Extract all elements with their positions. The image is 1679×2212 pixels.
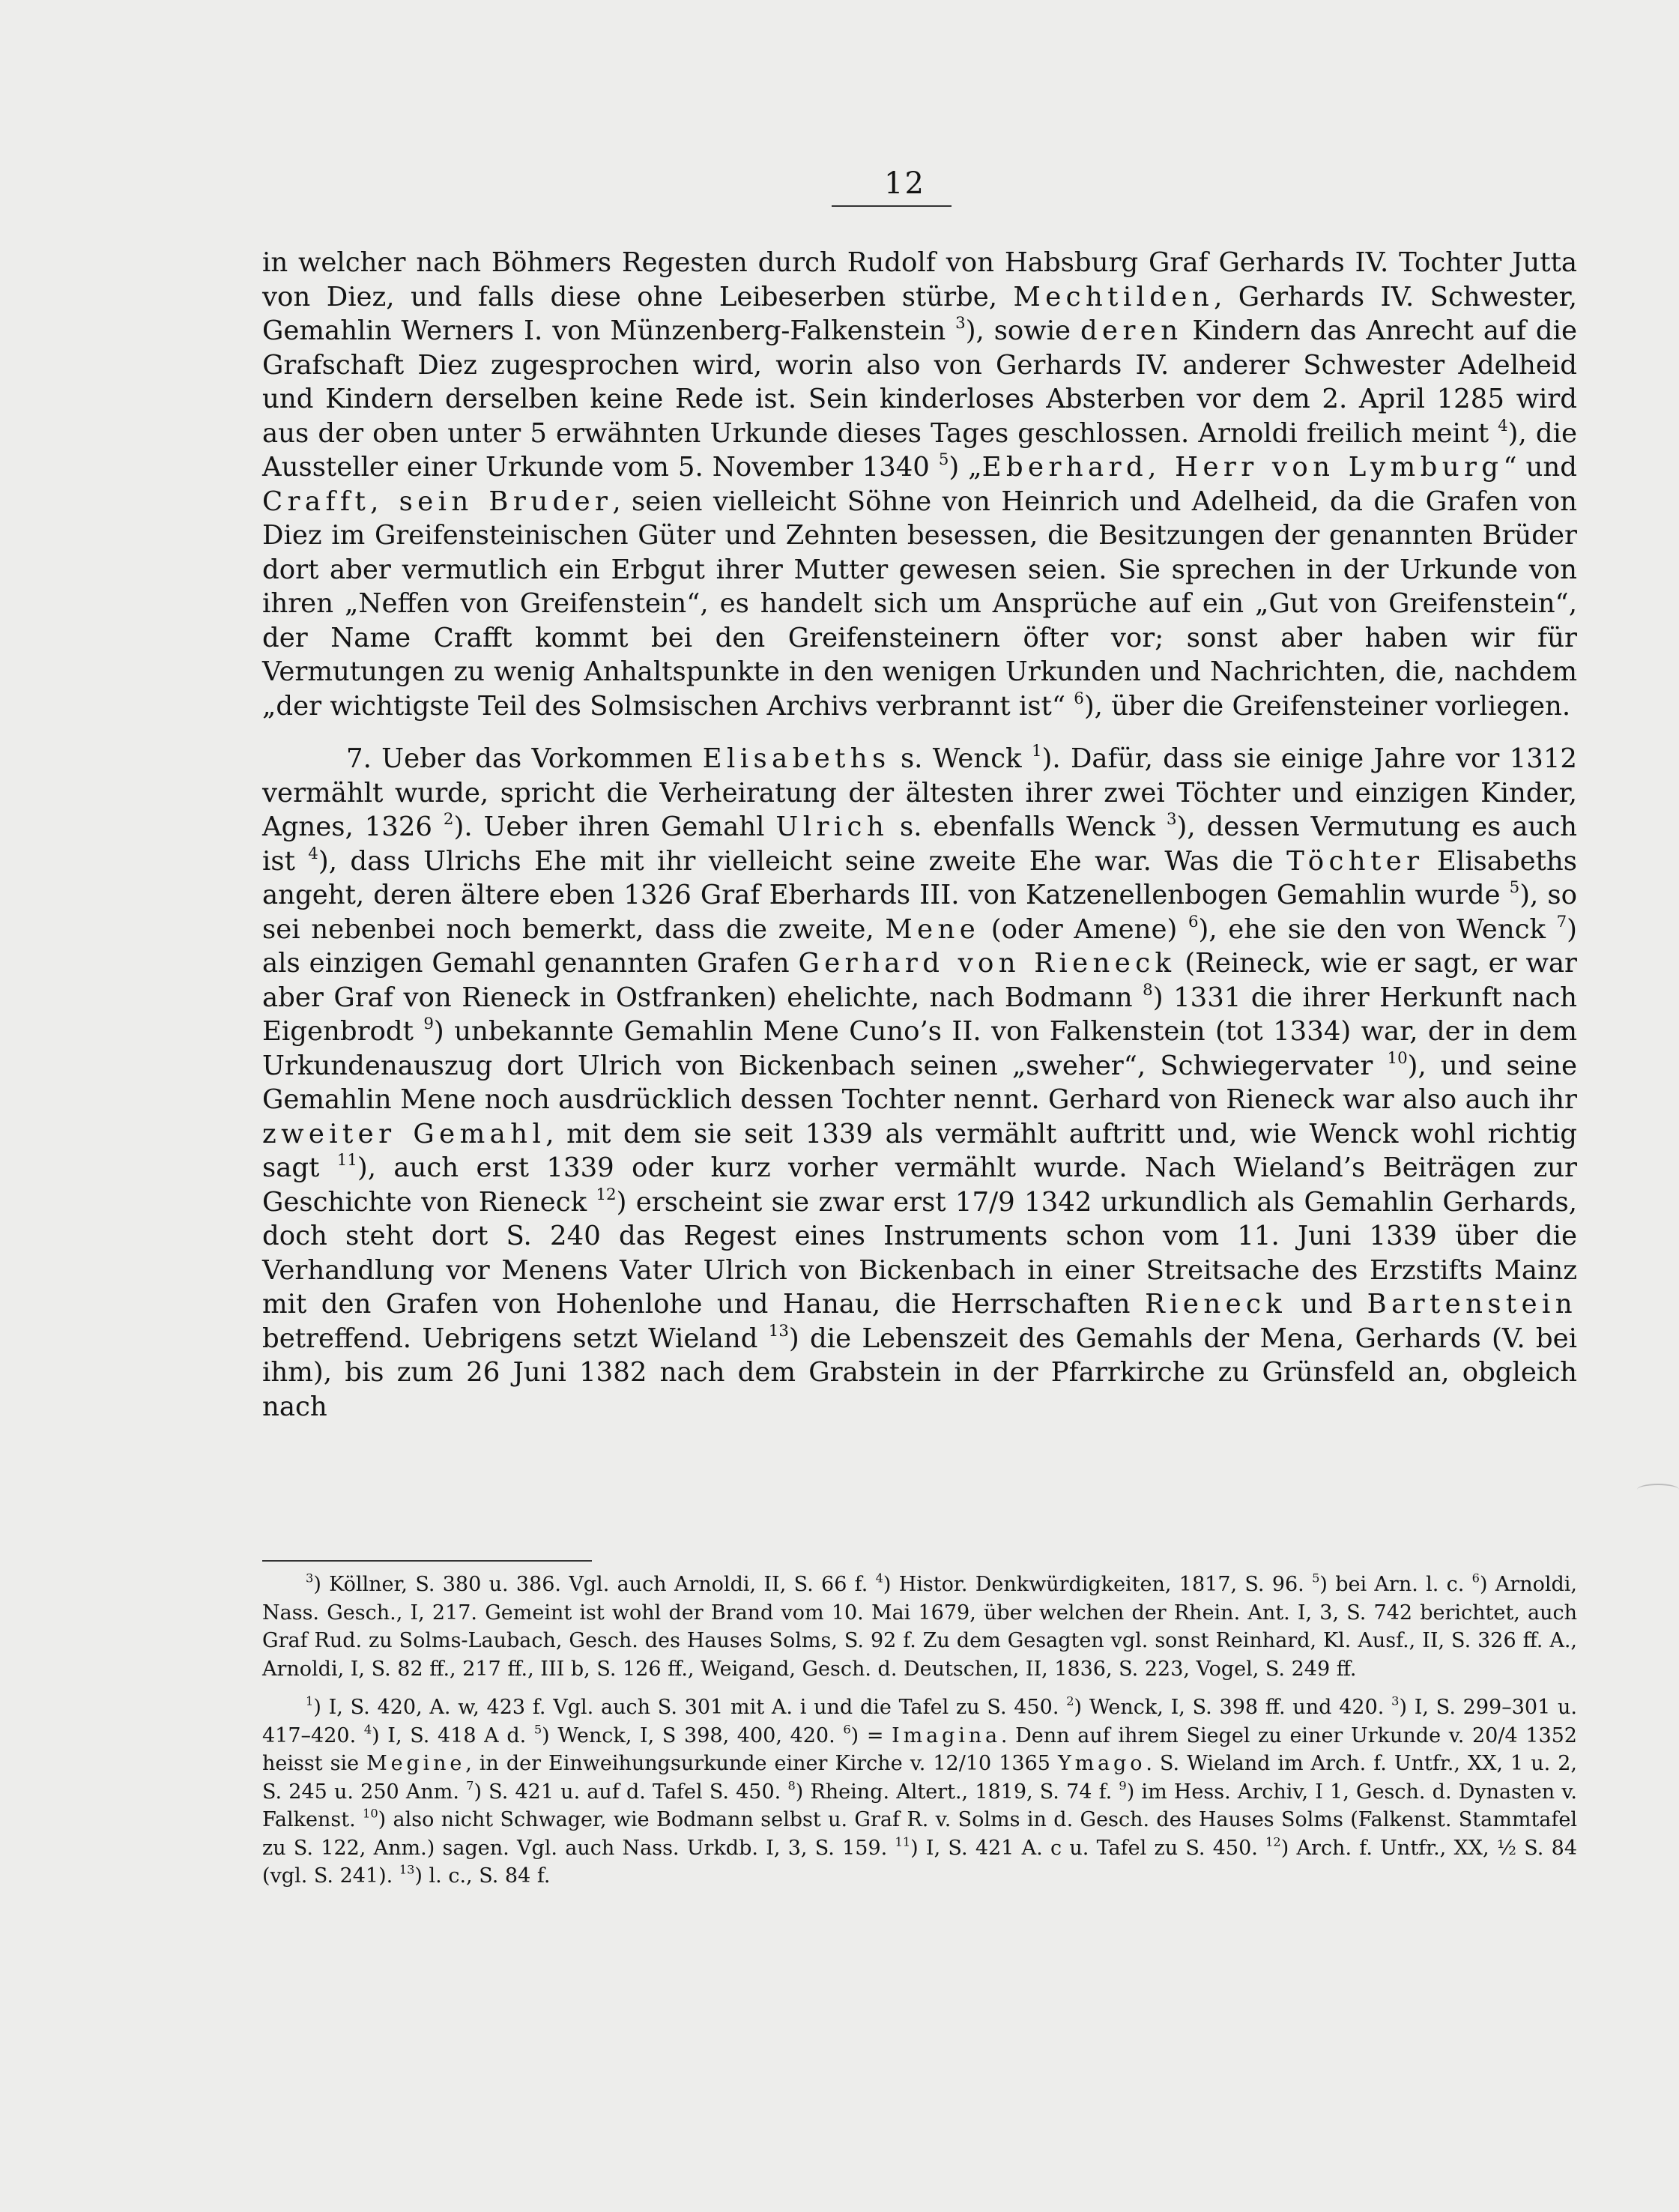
footnote-number: 1 [306,1693,314,1708]
footnote-number: 11 [895,1834,911,1849]
main-text [262,246,1577,1424]
text-run: ). Dafür, dass sie einige Jahre vor 1312 vermählt wurde, spricht die Verheiratung der ältesten ihrer zwei Töchter und einzigen Kinder, Agnes, 1326 [262,743,1577,842]
footnote-text: . S. Wieland im Arch. f. Untfr., XX, 1 u. 2, S. 245 u. 250 Anm. [262,1752,1578,1804]
footnote-ref: 2 [443,810,454,830]
footnote-text: ) Histor. Denkwürdigkeiten, 1817, S. 96. [883,1573,1313,1596]
footnote-ref: 3 [1166,810,1177,830]
footnote-text: ) Wenck, I, S. 398 ff. und 420. [1074,1696,1392,1719]
footnote-block-2 [262,1693,1577,1891]
spaced-name: Mechtilden [1013,281,1214,312]
footnote-text: ) I, S. 421 A. c u. Tafel zu S. 450. [910,1836,1266,1860]
spaced-name: Imagina [892,1723,1001,1747]
footnote-ref: 11 [336,1151,357,1170]
text-run: ), dessen Vermutung es auch ist [262,812,1577,877]
text-run: ), so sei nebenbei noch bemerkt, dass die zweite, [262,880,1577,945]
text-run: ), über die Greifensteiner vorliegen. [1083,690,1571,722]
text-run: , seien vielleicht Söhne von Heinrich und Adelheid, da die Grafen von Diez im Greifensteinischen Güter und Zehnten besessen, die Besitzungen der genannten Brüder dort aber vermutlich ein Erbgut ihrer Mutter gewesen seien. Sie sprechen in der Urkunde von ihren „Neffen von Greifenstein“, es handelt sich um Ansprüche auf ein „Gut von Greifenstein“, der Name Crafft kommt bei den Greifensteinern öfter vor; sonst aber haben wir für Vermutungen zu wenig Anhaltspunkte in den wenigen Urkunden und Nachrichten, die, nachdem „der wichtigste Teil des Solmsischen Archivs verbrannt ist“ [262,486,1577,722]
footnote-ref: 7 [1556,912,1567,931]
footnote-ref: 13 [768,1321,789,1341]
page-number: 12 [884,166,925,201]
footnote-number: 5 [533,1722,542,1737]
text-run: in welcher nach Böhmers Regesten durch Rudolf von Habsburg Graf Gerhards IV. Tochter Jutta von Diez, und falls diese ohne Leibeserben stürbe, [262,247,1577,312]
footnote-text: ) = [850,1723,892,1747]
footnote-number: 4 [363,1722,372,1737]
spaced-name: Ymago [1057,1752,1146,1775]
footnote-text: ) I, S. 418 A d. [372,1723,534,1747]
text-run: , mit dem sie seit 1339 als vermählt auftritt und, wie Wenck wohl richtig sagt [262,1118,1577,1183]
text-run: ), auch erst 1339 oder kurz vorher vermählt wurde. Nach Wieland’s Beiträgen zur Geschichte von Rieneck [262,1152,1577,1218]
footnote-number: 7 [466,1778,474,1793]
footnote-number: 10 [363,1806,378,1821]
text-run: ) die Lebenszeit des Gemahls der Mena, Gerhards (V. bei ihm), bis zum 26 Juni 1382 nach dem Grabstein in der Pfarrkirche zu Grünsfeld an, obgleich nach [262,1323,1577,1422]
footnote-ref: 5 [938,450,949,470]
footnote-text: ) bei Arn. l. c. [1319,1573,1472,1596]
footnote-ref: 3 [955,314,966,333]
text-run: ) 1331 die ihrer Herkunft nach Eigenbrodt [262,982,1577,1047]
spaced-phrase: zweiter Gemahl [262,1118,546,1149]
text-run: (Reineck, wie er sagt, er war aber Graf von Rieneck in Ostfranken) ehelichte, nach Bodmann [262,948,1577,1013]
text-run: ). Ueber ihren Gemahl [453,812,776,842]
text-run: (oder Amene) [980,913,1188,945]
footnote-ref: 4 [308,844,318,863]
footnote-separator [262,1560,592,1562]
footnote-ref: 10 [1387,1048,1408,1068]
footnote-text: ) Wenck, I, S 398, 400, 420. [542,1723,844,1747]
text-run: ) unbekannte Gemahlin Mene Cuno’s II. von Falkenstein (tot 1334) war, der in dem Urkundenauszug dort Ulrich von Bickenbach seinen „sweher“, Schwiegervater [262,1016,1577,1081]
text-run: ), ehe sie den von Wenck [1198,913,1557,945]
footnote-text: ) I, S. 420, A. w, 423 f. Vgl. auch S. 301 mit A. i und die Tafel zu S. 450. [313,1696,1067,1719]
footnote-text: ) S. 421 u. auf d. Tafel S. 450. [474,1780,788,1804]
spaced-name: Eberhard, Herr von Lymburg [981,452,1504,483]
footnote-text: ) Rheing. Altert., 1819, S. 74 f. [795,1780,1119,1804]
spaced-name: Megine [366,1752,466,1775]
footnote-ref: 9 [423,1015,434,1034]
footnote-number: 2 [1066,1693,1074,1708]
spaced-name: Gerhard von Rieneck [798,948,1176,979]
margin-mark [1637,1484,1679,1496]
footnote-text: ) im Hess. Archiv, I 1, Gesch. d. Dynasten v. Falkenst. [262,1780,1577,1831]
footnote-number: 13 [399,1862,415,1877]
footnote-number: 12 [1265,1834,1281,1849]
section-number: 7. [346,743,372,774]
footnote-ref: 5 [1509,878,1520,898]
text-run: “ und [1503,452,1577,483]
footnote-block-1 [262,1571,1577,1683]
footnote-text: . Denn auf ihrem Siegel zu einer Urkunde v. 20/4 1352 heisst sie [262,1723,1577,1775]
text-run: Kindern das Anrecht auf die Grafschaft Diez zugesprochen wird, worin also von Gerhards IV. anderer Schwester Adelheid und Kindern derselben keine Rede ist. Sein kinderloses Absterben vor dem 2. April 1285 wird aus der oben unter 5 erwähnten Urkunde dieses Tages geschlossen. Arnoldi freilich meint [262,315,1577,449]
spaced-name: Elisabeths [702,743,891,774]
spaced-word: deren [1080,315,1183,346]
spaced-name: Mene [885,913,981,945]
spaced-word: Töchter [1286,845,1424,877]
footnote-number: 3 [1391,1693,1400,1708]
spaced-name: Bartenstein [1367,1289,1577,1320]
footnote-text: ) I, S. 299–301 u. 417–420. [262,1696,1577,1747]
footnote-text: ) Arnoldi, Nass. Gesch., I, 217. Gemeint ist wohl der Brand vom 10. Mai 1679, über welchen der Rhein. Ant. I, 3, S. 742 berichtet, auch Graf Rud. zu Solms-Laubach, Gesch. des Hauses Solms, S. 92 f. Zu dem Gesagten vgl. sonst Reinhard, Kl. Ausf., II, S. 326 ff. A., Arnoldi, I, S. 82 ff., 217 ff., III b, S. 126 ff., Weigand, Gesch. d. Deutschen, II, 1836, S. 223, Vogel, S. 249 ff. [262,1573,1577,1681]
footnote-number: 8 [787,1778,796,1793]
text-run: Ueber das Vorkommen [371,743,703,774]
text-run: ), dass Ulrichs Ehe mit ihr vielleicht seine zweite Ehe war. Was die [318,845,1287,877]
text-run: s. Wenck [890,743,1032,774]
text-run: ), die Aussteller einer Urkunde vom 5. November 1340 [262,417,1578,483]
footnote-number: 6 [843,1722,851,1737]
text-run: , Gerhards IV. Schwester, Gemahlin Werners I. von Münzenberg-Falkenstein [262,281,1577,346]
footnote-text: ) l. c., S. 84 f. [414,1864,551,1888]
footnote-ref: 1 [1031,742,1042,761]
text-run: ) „ [949,452,982,483]
spaced-name: Ulrich [775,812,889,842]
footnote-text: , in der Einweihungsurkunde einer Kirche v. 12/10 1365 [465,1752,1058,1775]
footnote-number: 5 [1312,1571,1320,1586]
text-run: s. ebenfalls Wenck [889,812,1167,842]
footnote-ref: 8 [1143,980,1153,1000]
footnote-number: 6 [1471,1571,1480,1586]
paragraph-continuation [262,246,1577,723]
page-number-rule [832,205,952,207]
spaced-name: Crafft, sein Bruder [262,486,613,517]
text-run: ), sowie [965,315,1080,346]
footnote-text: ) also nicht Schwager, wie Bodmann selbst u. Graf R. v. Solms in d. Gesch. des Hauses Solms (Falkenst. Stammtafel zu S. 122, Anm.) sagen. Vgl. auch Nass. Urkdb. I, 3, S. 159. [262,1808,1577,1860]
text-run: ), und seine Gemahlin Mene noch ausdrücklich dessen Tochter nennt. Gerhard von Rieneck war also auch ihr [262,1050,1578,1115]
footnote-ref: 12 [596,1185,617,1204]
text-run: betreffend. Uebrigens setzt Wieland [262,1323,769,1354]
footnotes [262,1571,1577,1891]
spaced-name: Rieneck [1145,1289,1287,1320]
footnote-ref: 4 [1498,416,1508,435]
footnote-text: ) Arch. f. Untfr., XX, ½ S. 84 (vgl. S. 241). [262,1836,1577,1888]
text-run: und [1286,1289,1367,1320]
footnote-text: ) Köllner, S. 380 u. 386. Vgl. auch Arnoldi, II, S. 66 f. [313,1573,876,1596]
paragraph-section-7 [262,742,1577,1424]
footnote-number: 9 [1119,1778,1127,1793]
text-run: ) erscheint sie zwar erst 17/9 1342 urkundlich als Gemahlin Gerhards, doch steht dort S. 240 das Regest eines Instruments schon vom 11. Juni 1339 über die Verhandlung vor Menens Vater Ulrich von Bickenbach in einer Streitsache des Erzstifts Mainz mit den Grafen von Hohenlohe und Hanau, die Herrschaften [262,1186,1577,1320]
footnote-ref: 6 [1188,912,1199,931]
footnote-ref: 6 [1074,689,1084,708]
footnote-number: 3 [306,1571,314,1586]
footnote-number: 4 [875,1571,883,1586]
text-run: ) als einzigen Gemahl genannten Grafen [262,913,1577,979]
text-run: Elisabeths angeht, deren ältere eben 1326 Graf Eberhards III. von Katzenellenbogen Gemahlin wurde [262,845,1578,910]
